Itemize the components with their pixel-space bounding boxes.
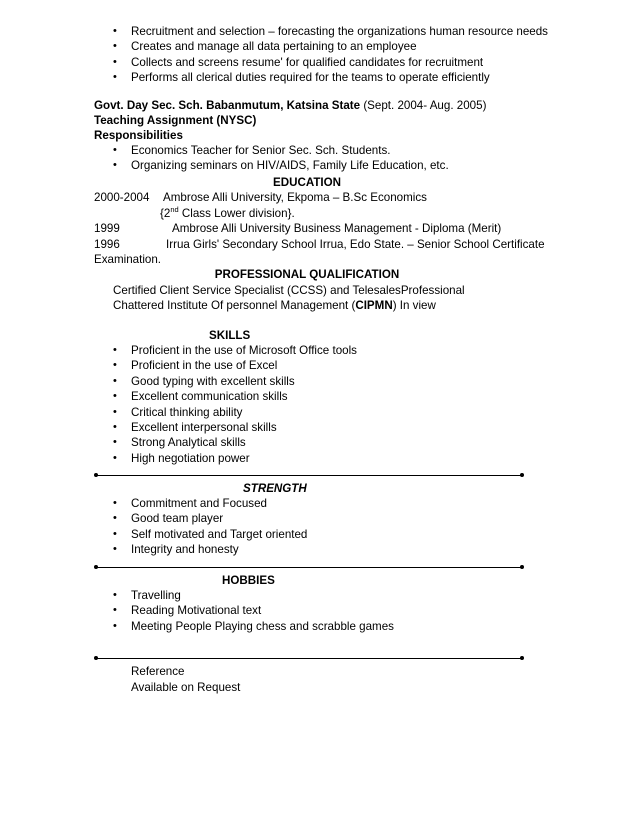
divider-end-dot xyxy=(94,565,98,569)
list-item: • Good typing with excellent skills xyxy=(113,374,295,388)
list-item: • Creates and manage all data pertaining to an employee xyxy=(113,40,417,54)
bullet-icon: • xyxy=(113,390,117,403)
education-year: 2000-2004 xyxy=(94,191,150,204)
hobbies-heading: HOBBIES xyxy=(222,574,275,587)
bullet-icon: • xyxy=(113,497,117,509)
qualification-line: Chattered Institute Of personnel Management (CIPMN) In view xyxy=(113,299,436,312)
bullet-icon: • xyxy=(113,71,117,84)
list-item: • Travelling xyxy=(113,589,181,602)
list-item: • Critical thinking ability xyxy=(113,405,243,419)
bullet-icon: • xyxy=(113,374,117,387)
education-heading: EDUCATION xyxy=(272,176,342,189)
divider-end-dot xyxy=(520,565,524,569)
bullet-icon: • xyxy=(113,159,117,172)
bullet-icon: • xyxy=(113,543,117,556)
reference-label: Reference xyxy=(131,665,185,678)
responsibilities-heading: Responsibilities xyxy=(94,129,183,142)
duties-list xyxy=(94,24,548,86)
section-divider xyxy=(96,567,522,568)
skills-list xyxy=(94,343,357,466)
bullet-icon: • xyxy=(113,527,117,540)
education-year: 1996 xyxy=(94,238,120,251)
education-entry: Ambrose Alli University, Ekpoma – B.Sc Economics xyxy=(163,191,427,204)
list-item: • Self motivated and Target oriented xyxy=(113,527,308,541)
bullet-icon: • xyxy=(113,405,117,418)
responsibilities-list xyxy=(94,143,449,174)
list-item: • Excellent interpersonal skills xyxy=(113,420,277,434)
list-item: • Integrity and honesty xyxy=(113,543,239,557)
bullet-icon: • xyxy=(113,436,117,449)
list-item: • Reading Motivational text xyxy=(113,604,262,618)
education-entry: Ambrose Alli University Business Management - Diploma (Merit) xyxy=(172,222,502,235)
list-item: • Meeting People Playing chess and scrabble games xyxy=(113,619,394,633)
list-item: • High negotiation power xyxy=(113,451,250,465)
job-title: Teaching Assignment (NYSC) xyxy=(94,114,257,127)
bullet-icon: • xyxy=(113,144,117,156)
bullet-icon: • xyxy=(113,359,117,372)
list-item: • Good team player xyxy=(113,512,224,526)
divider-end-dot xyxy=(94,473,98,477)
bullet-icon: • xyxy=(113,619,117,632)
bullet-icon: • xyxy=(113,451,117,464)
list-item: • Commitment and Focused xyxy=(113,497,267,510)
list-item: • Economics Teacher for Senior Sec. Sch. Students. xyxy=(113,144,391,157)
list-item: • Performs all clerical duties required for the teams to operate efficiently xyxy=(113,71,490,85)
professional-heading: PROFESSIONAL QUALIFICATION xyxy=(214,268,400,281)
bullet-icon: • xyxy=(113,512,117,525)
education-entry-continued: Examination. xyxy=(94,253,162,266)
bullet-icon: • xyxy=(113,40,117,53)
list-item: • Proficient in the use of Microsoft Office tools xyxy=(113,344,357,357)
qualification-line: Certified Client Service Specialist (CCSS) and TelesalesProfessional xyxy=(113,284,465,297)
bullet-icon: • xyxy=(113,344,117,356)
list-item: • Organizing seminars on HIV/AIDS, Family Life Education, etc. xyxy=(113,159,449,173)
list-item: • Recruitment and selection – forecasting the organizations human resource needs xyxy=(113,25,548,38)
hobbies-list xyxy=(94,588,394,634)
strength-list xyxy=(94,496,307,558)
list-item: • Proficient in the use of Excel xyxy=(113,359,278,373)
divider-end-dot xyxy=(520,473,524,477)
list-item: • Excellent communication skills xyxy=(113,390,288,404)
education-class: {2nd Class Lower division}. xyxy=(160,205,295,220)
education-year: 1999 xyxy=(94,222,120,235)
section-divider xyxy=(96,475,522,476)
job-dates: (Sept. 2004- Aug. 2005) xyxy=(360,99,487,112)
bullet-icon: • xyxy=(113,589,117,601)
employer-name: Govt. Day Sec. Sch. Babanmutum, Katsina State xyxy=(94,99,361,112)
education-entry: Irrua Girls' Secondary School Irrua, Edo State. – Senior School Certificate xyxy=(166,238,545,251)
reference-value: Available on Request xyxy=(131,681,241,694)
bullet-icon: • xyxy=(113,55,117,68)
list-item: • Strong Analytical skills xyxy=(113,436,246,450)
strength-heading: STRENGTH xyxy=(243,482,307,495)
divider-end-dot xyxy=(94,656,98,660)
skills-heading: SKILLS xyxy=(209,329,251,342)
bullet-icon: • xyxy=(113,420,117,433)
section-divider xyxy=(96,658,522,659)
bullet-icon: • xyxy=(113,604,117,617)
list-item: • Collects and screens resume' for qualified candidates for recruitment xyxy=(113,55,484,69)
divider-end-dot xyxy=(520,656,524,660)
bullet-icon: • xyxy=(113,25,117,37)
job-header xyxy=(94,98,486,113)
